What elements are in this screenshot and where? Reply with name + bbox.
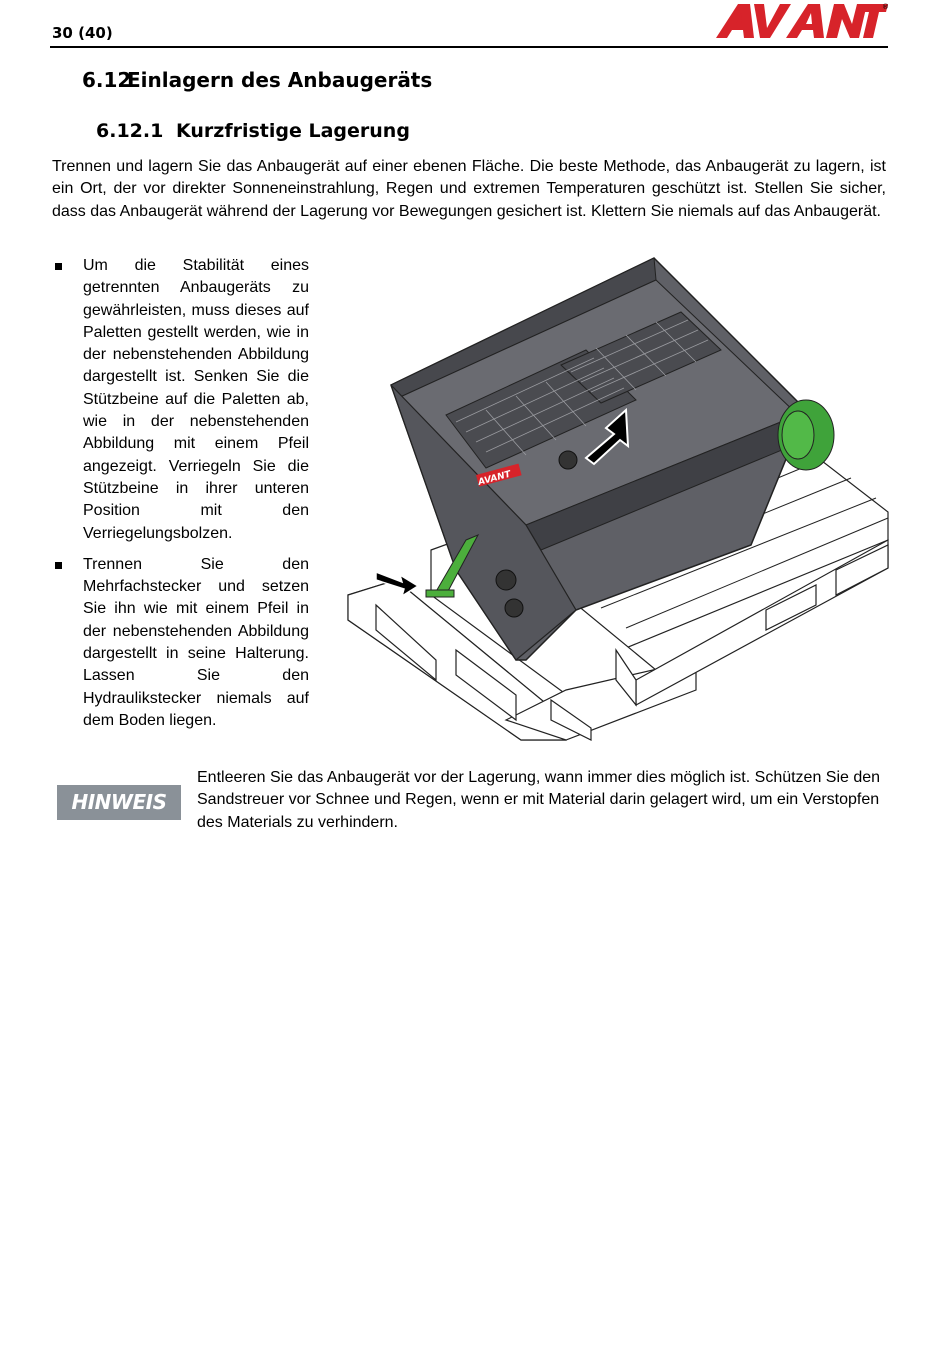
section-number: 6.12 (82, 68, 132, 92)
bullet-square-icon (55, 562, 62, 569)
notice-label: HINWEIS (71, 790, 167, 814)
bullet-square-icon (55, 263, 62, 270)
notice-badge (57, 785, 181, 820)
subsection-heading (96, 120, 410, 142)
page-number: 30 (40) (52, 24, 113, 42)
subsection-number: 6.12.1 (96, 120, 164, 142)
hydraulic-motor (778, 400, 834, 470)
spreader-on-pallets-illustration (336, 250, 892, 742)
page-header (50, 0, 888, 48)
list-item-text: Trennen Sie den Mehrfachstecker und setzen Sie ihn wie mit einem Pfeil in der nebenstehenden Abbildung dargestellt in seine Halterung. Lassen Sie den Hydraulikstecker niemals auf dem Boden liegen. (83, 555, 309, 729)
avant-logo-graphic (716, 0, 888, 42)
list-item-text: Um die Stabilität eines getrennten Anbaugeräts zu gewährleisten, muss dieses auf Paletten gestellt werden, wie in der nebenstehenden Abbildung dargestellt ist. Senken Sie die Stützbeine auf die Paletten ab, wie in der nebenstehenden Abbildung mit einem Pfeil angezeigt. Verriegeln Sie die Stützbeine in ihrer unteren Position mit den Verriegelungsbolzen. (83, 257, 309, 542)
section-heading (82, 68, 432, 92)
subsection-title: Kurzfristige Lagerung (176, 120, 410, 142)
intro-paragraph: Trennen und lagern Sie das Anbaugerät auf einer ebenen Fläche. Die beste Methode, das Anbaugerät zu lagern, ist ein Ort, der vor direkter Sonneneinstrahlung, Regen und extremen Temperaturen geschützt ist. Stellen Sie sicher, dass das Anbaugerät während der Lagerung vor Bewegungen gesichert ist. Klettern Sie niemals auf das Anbaugerät. (52, 158, 886, 220)
section-title: Einlagern des Anbaugeräts (127, 68, 433, 92)
spreader-illustration-svg (336, 250, 892, 742)
instruction-list (52, 255, 309, 741)
svg-text:AVANT: AVANT (477, 469, 512, 488)
svg-text:®: ® (882, 3, 889, 11)
notice-text: Entleeren Sie das Anbaugerät vor der Lagerung, wann immer dies möglich ist. Schützen Sie den Sandstreuer vor Schnee und Regen, wenn er mit Material darin gelagert wird, um ein Verstopfen des Materials zu verhindern. (197, 769, 881, 831)
avant-logo (716, 0, 888, 42)
list-item (52, 255, 309, 545)
list-item (52, 554, 309, 732)
